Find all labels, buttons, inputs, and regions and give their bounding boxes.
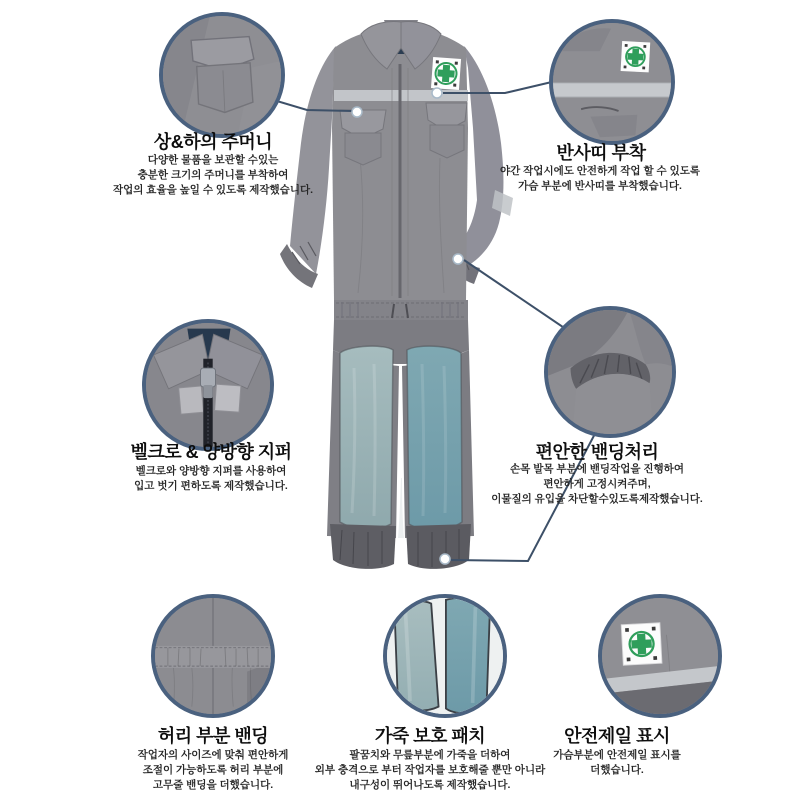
desc-line: 작업의 효율을 높일 수 있도록 제작했습니다. xyxy=(112,184,314,196)
feature-title-reflective: 반사띠 부착 xyxy=(556,143,646,163)
feature-title-safety: 안전제일 표시 xyxy=(564,726,670,746)
reflective-stripe xyxy=(553,83,671,97)
desc-line: 입고 벗기 편하도록 제작했습니다. xyxy=(134,480,288,492)
feature-title-zipper: 벨크로 & 양방향 지퍼 xyxy=(130,442,292,462)
waist-band xyxy=(155,646,271,668)
waistband xyxy=(334,300,468,320)
zipper-detail-photo xyxy=(146,323,270,447)
zipper-slider xyxy=(200,368,215,387)
callout-circle-banding xyxy=(544,306,676,438)
safety-label-detail-photo xyxy=(602,598,718,714)
leather-patch-detail-photo xyxy=(387,598,503,714)
feature-desc-pockets xyxy=(63,153,363,198)
desc-line: 가슴 부분에 반사띠를 부착했습니다. xyxy=(518,180,682,192)
desc-line: 팔꿈치와 무릎부분에 가죽을 더하여 xyxy=(349,749,511,761)
desc-line: 더했습니다. xyxy=(590,764,644,776)
feature-title-waist: 허리 부분 밴딩 xyxy=(157,726,269,746)
desc-line: 다양한 물품을 보관할 수있는 xyxy=(147,154,279,166)
feature-desc-zipper xyxy=(61,464,361,494)
feature-title-leather: 가죽 보호 패치 xyxy=(374,726,486,746)
feature-title-pockets: 상&하의 주머니 xyxy=(153,132,273,152)
desc-line: 야간 작업시에도 안전하게 작업 할 수 있도록 xyxy=(499,165,701,177)
desc-line: 편안하게 고정시켜주며, xyxy=(543,478,651,490)
callout-circle-reflective xyxy=(549,19,675,145)
desc-line: 외부 충격으로 부터 작업자를 보호해줄 뿐만 아니라 xyxy=(314,764,546,776)
callout-circle-safety xyxy=(598,594,722,718)
callout-circle-waist xyxy=(151,594,275,718)
desc-line: 이물질의 유입을 차단할수있도록제작했습니다. xyxy=(491,493,703,505)
desc-line: 내구성이 뛰어나도록 제작했습니다. xyxy=(349,779,511,791)
callout-circle-zipper xyxy=(142,319,274,451)
waist-banding-detail-photo xyxy=(155,598,271,714)
reflective-detail-photo xyxy=(553,23,671,141)
cuff-banding-detail-photo xyxy=(548,310,672,434)
feature-desc-reflective xyxy=(450,164,750,194)
callout-circle-pockets xyxy=(159,12,285,138)
desc-line: 작업자의 사이즈에 맞춰 편안하게 xyxy=(137,749,289,761)
pocket-detail-photo xyxy=(163,16,281,134)
desc-line: 가슴부분에 안전제일 표시를 xyxy=(553,749,681,761)
desc-line: 손목 발목 부분에 밴딩작업을 진행하여 xyxy=(510,463,684,475)
callout-circle-leather xyxy=(383,594,507,718)
feature-desc-banding xyxy=(437,462,757,507)
desc-line: 벨크로와 양방향 지퍼를 사용하여 xyxy=(135,465,287,477)
desc-line: 충분한 크기의 주머니를 부착하여 xyxy=(137,169,289,181)
chest-safety-label xyxy=(431,57,461,90)
desc-line: 고무줄 밴딩을 더했습니다. xyxy=(152,779,274,791)
feature-title-banding: 편안한 밴딩처리 xyxy=(535,442,659,462)
feature-desc-safety xyxy=(467,748,767,778)
desc-line: 조절이 가능하도록 허리 부분에 xyxy=(142,764,284,776)
